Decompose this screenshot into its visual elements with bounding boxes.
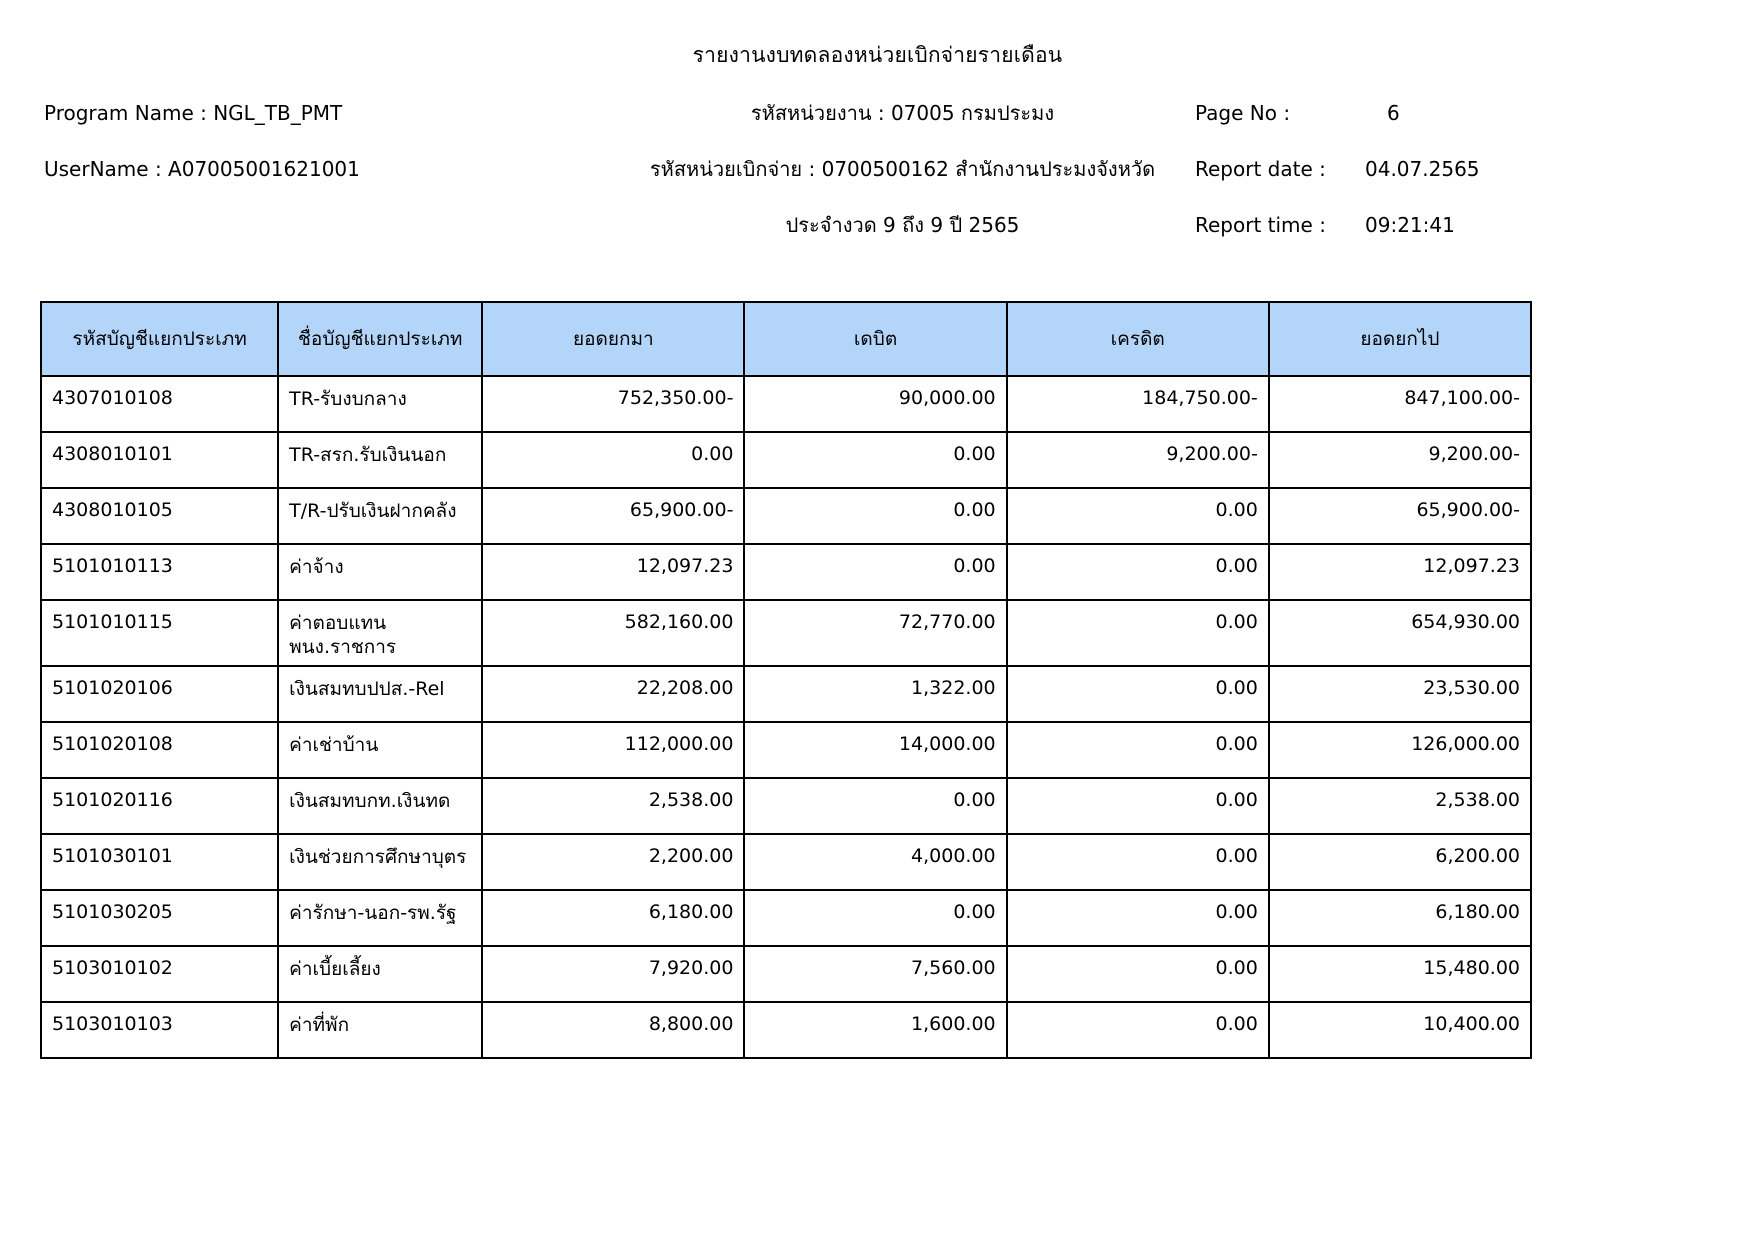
cell-closing: 9,200.00- — [1269, 432, 1531, 488]
cell-debit: 72,770.00 — [744, 600, 1006, 666]
cell-opening: 2,200.00 — [482, 834, 744, 890]
cell-gl-code: 5103010103 — [41, 1002, 278, 1058]
trial-balance-table-wrapper — [40, 301, 1532, 1059]
table-row — [41, 722, 1531, 778]
cell-gl-name: ค่าที่พัก — [278, 1002, 482, 1058]
cell-debit: 0.00 — [744, 488, 1006, 544]
cell-credit: 0.00 — [1007, 1002, 1269, 1058]
cell-closing: 12,097.23 — [1269, 544, 1531, 600]
cell-closing: 10,400.00 — [1269, 1002, 1531, 1058]
cell-debit: 1,322.00 — [744, 666, 1006, 722]
cell-opening: 752,350.00- — [482, 376, 744, 432]
table-row — [41, 778, 1531, 834]
cell-gl-code: 5101010113 — [41, 544, 278, 600]
cell-closing: 6,180.00 — [1269, 890, 1531, 946]
cell-debit: 0.00 — [744, 890, 1006, 946]
column-header-gl-name: ชื่อบัญชีแยกประเภท — [278, 302, 482, 376]
report-date-group — [1185, 152, 1755, 186]
cell-gl-name: ค่าเช่าบ้าน — [278, 722, 482, 778]
cell-closing: 6,200.00 — [1269, 834, 1531, 890]
cell-gl-code: 5101020106 — [41, 666, 278, 722]
cell-gl-name: เงินช่วยการศึกษาบุตร — [278, 834, 482, 890]
cell-gl-name: TR-รับงบกลาง — [278, 376, 482, 432]
trial-balance-table — [40, 301, 1532, 1059]
cell-debit: 0.00 — [744, 432, 1006, 488]
cell-gl-code: 4307010108 — [41, 376, 278, 432]
disbursement-unit-code: รหัสหน่วยเบิกจ่าย : 0700500162 สำนักงานประมงจังหวัด — [649, 157, 1156, 181]
cell-debit: 14,000.00 — [744, 722, 1006, 778]
cell-gl-code: 5103010102 — [41, 946, 278, 1002]
cell-closing: 65,900.00- — [1269, 488, 1531, 544]
cell-gl-code: 5101010115 — [41, 600, 278, 666]
cell-closing: 15,480.00 — [1269, 946, 1531, 1002]
cell-gl-code: 5101020116 — [41, 778, 278, 834]
header-row-3 — [0, 208, 1755, 264]
cell-debit: 0.00 — [744, 544, 1006, 600]
report-time-group — [1185, 208, 1755, 242]
cell-debit: 1,600.00 — [744, 1002, 1006, 1058]
page-title: รายงานงบทดลองหน่วยเบิกจ่ายรายเดือน — [692, 43, 1063, 67]
report-date-value: 04.07.2565 — [1365, 157, 1480, 181]
report-header-block — [0, 96, 1755, 264]
cell-credit: 0.00 — [1007, 488, 1269, 544]
column-header-debit: เดบิต — [744, 302, 1006, 376]
cell-gl-name: ค่าจ้าง — [278, 544, 482, 600]
cell-opening: 2,538.00 — [482, 778, 744, 834]
cell-opening: 582,160.00 — [482, 600, 744, 666]
agency-code: รหัสหน่วยงาน : 07005 กรมประมง — [750, 101, 1055, 125]
report-time-label: Report time : — [1195, 213, 1326, 237]
table-row — [41, 834, 1531, 890]
column-header-credit: เครดิต — [1007, 302, 1269, 376]
table-row — [41, 666, 1531, 722]
cell-closing: 2,538.00 — [1269, 778, 1531, 834]
cell-credit: 184,750.00- — [1007, 376, 1269, 432]
page-no-label: Page No : — [1195, 101, 1291, 125]
table-row — [41, 890, 1531, 946]
cell-opening: 12,097.23 — [482, 544, 744, 600]
program-name: Program Name : NGL_TB_PMT — [44, 101, 343, 125]
cell-gl-code: 4308010105 — [41, 488, 278, 544]
report-time-value: 09:21:41 — [1365, 213, 1455, 237]
table-row — [41, 376, 1531, 432]
cell-credit: 0.00 — [1007, 834, 1269, 890]
cell-credit: 9,200.00- — [1007, 432, 1269, 488]
cell-gl-name: ค่าตอบแทนพนง.ราชการ — [278, 600, 482, 666]
cell-debit: 4,000.00 — [744, 834, 1006, 890]
table-row — [41, 946, 1531, 1002]
cell-gl-name: ค่ารักษา-นอก-รพ.รัฐ — [278, 890, 482, 946]
table-row — [41, 488, 1531, 544]
cell-gl-code: 5101020108 — [41, 722, 278, 778]
table-row — [41, 432, 1531, 488]
cell-gl-name: เงินสมทบกท.เงินทด — [278, 778, 482, 834]
page-no-group — [1185, 96, 1755, 130]
cell-credit: 0.00 — [1007, 666, 1269, 722]
cell-closing: 847,100.00- — [1269, 376, 1531, 432]
cell-gl-code: 5101030205 — [41, 890, 278, 946]
cell-credit: 0.00 — [1007, 946, 1269, 1002]
column-header-gl-code: รหัสบัญชีแยกประเภท — [41, 302, 278, 376]
cell-closing: 23,530.00 — [1269, 666, 1531, 722]
header-row-1 — [0, 96, 1755, 152]
cell-debit: 0.00 — [744, 778, 1006, 834]
cell-credit: 0.00 — [1007, 778, 1269, 834]
cell-opening: 6,180.00 — [482, 890, 744, 946]
cell-opening: 8,800.00 — [482, 1002, 744, 1058]
cell-credit: 0.00 — [1007, 544, 1269, 600]
table-body — [41, 376, 1531, 1058]
cell-debit: 7,560.00 — [744, 946, 1006, 1002]
table-header-row — [41, 302, 1531, 376]
cell-opening: 7,920.00 — [482, 946, 744, 1002]
cell-credit: 0.00 — [1007, 722, 1269, 778]
cell-debit: 90,000.00 — [744, 376, 1006, 432]
cell-credit: 0.00 — [1007, 600, 1269, 666]
report-period: ประจำงวด 9 ถึง 9 ปี 2565 — [785, 213, 1020, 237]
report-date-label: Report date : — [1195, 157, 1326, 181]
table-row — [41, 1002, 1531, 1058]
table-row — [41, 544, 1531, 600]
cell-credit: 0.00 — [1007, 890, 1269, 946]
cell-closing: 126,000.00 — [1269, 722, 1531, 778]
cell-gl-name: เงินสมทบปปส.-Rel — [278, 666, 482, 722]
cell-gl-code: 4308010101 — [41, 432, 278, 488]
cell-gl-code: 5101030101 — [41, 834, 278, 890]
cell-opening: 112,000.00 — [482, 722, 744, 778]
header-row-2 — [0, 152, 1755, 208]
cell-opening: 65,900.00- — [482, 488, 744, 544]
user-name: UserName : A07005001621001 — [44, 157, 360, 181]
column-header-closing: ยอดยกไป — [1269, 302, 1531, 376]
column-header-opening: ยอดยกมา — [482, 302, 744, 376]
cell-opening: 22,208.00 — [482, 666, 744, 722]
cell-gl-name: ค่าเบี้ยเลี้ยง — [278, 946, 482, 1002]
page-no-value: 6 — [1387, 101, 1400, 125]
cell-gl-name: T/R-ปรับเงินฝากคลัง — [278, 488, 482, 544]
cell-opening: 0.00 — [482, 432, 744, 488]
cell-closing: 654,930.00 — [1269, 600, 1531, 666]
table-row — [41, 600, 1531, 666]
table-head — [41, 302, 1531, 376]
cell-gl-name: TR-สรก.รับเงินนอก — [278, 432, 482, 488]
